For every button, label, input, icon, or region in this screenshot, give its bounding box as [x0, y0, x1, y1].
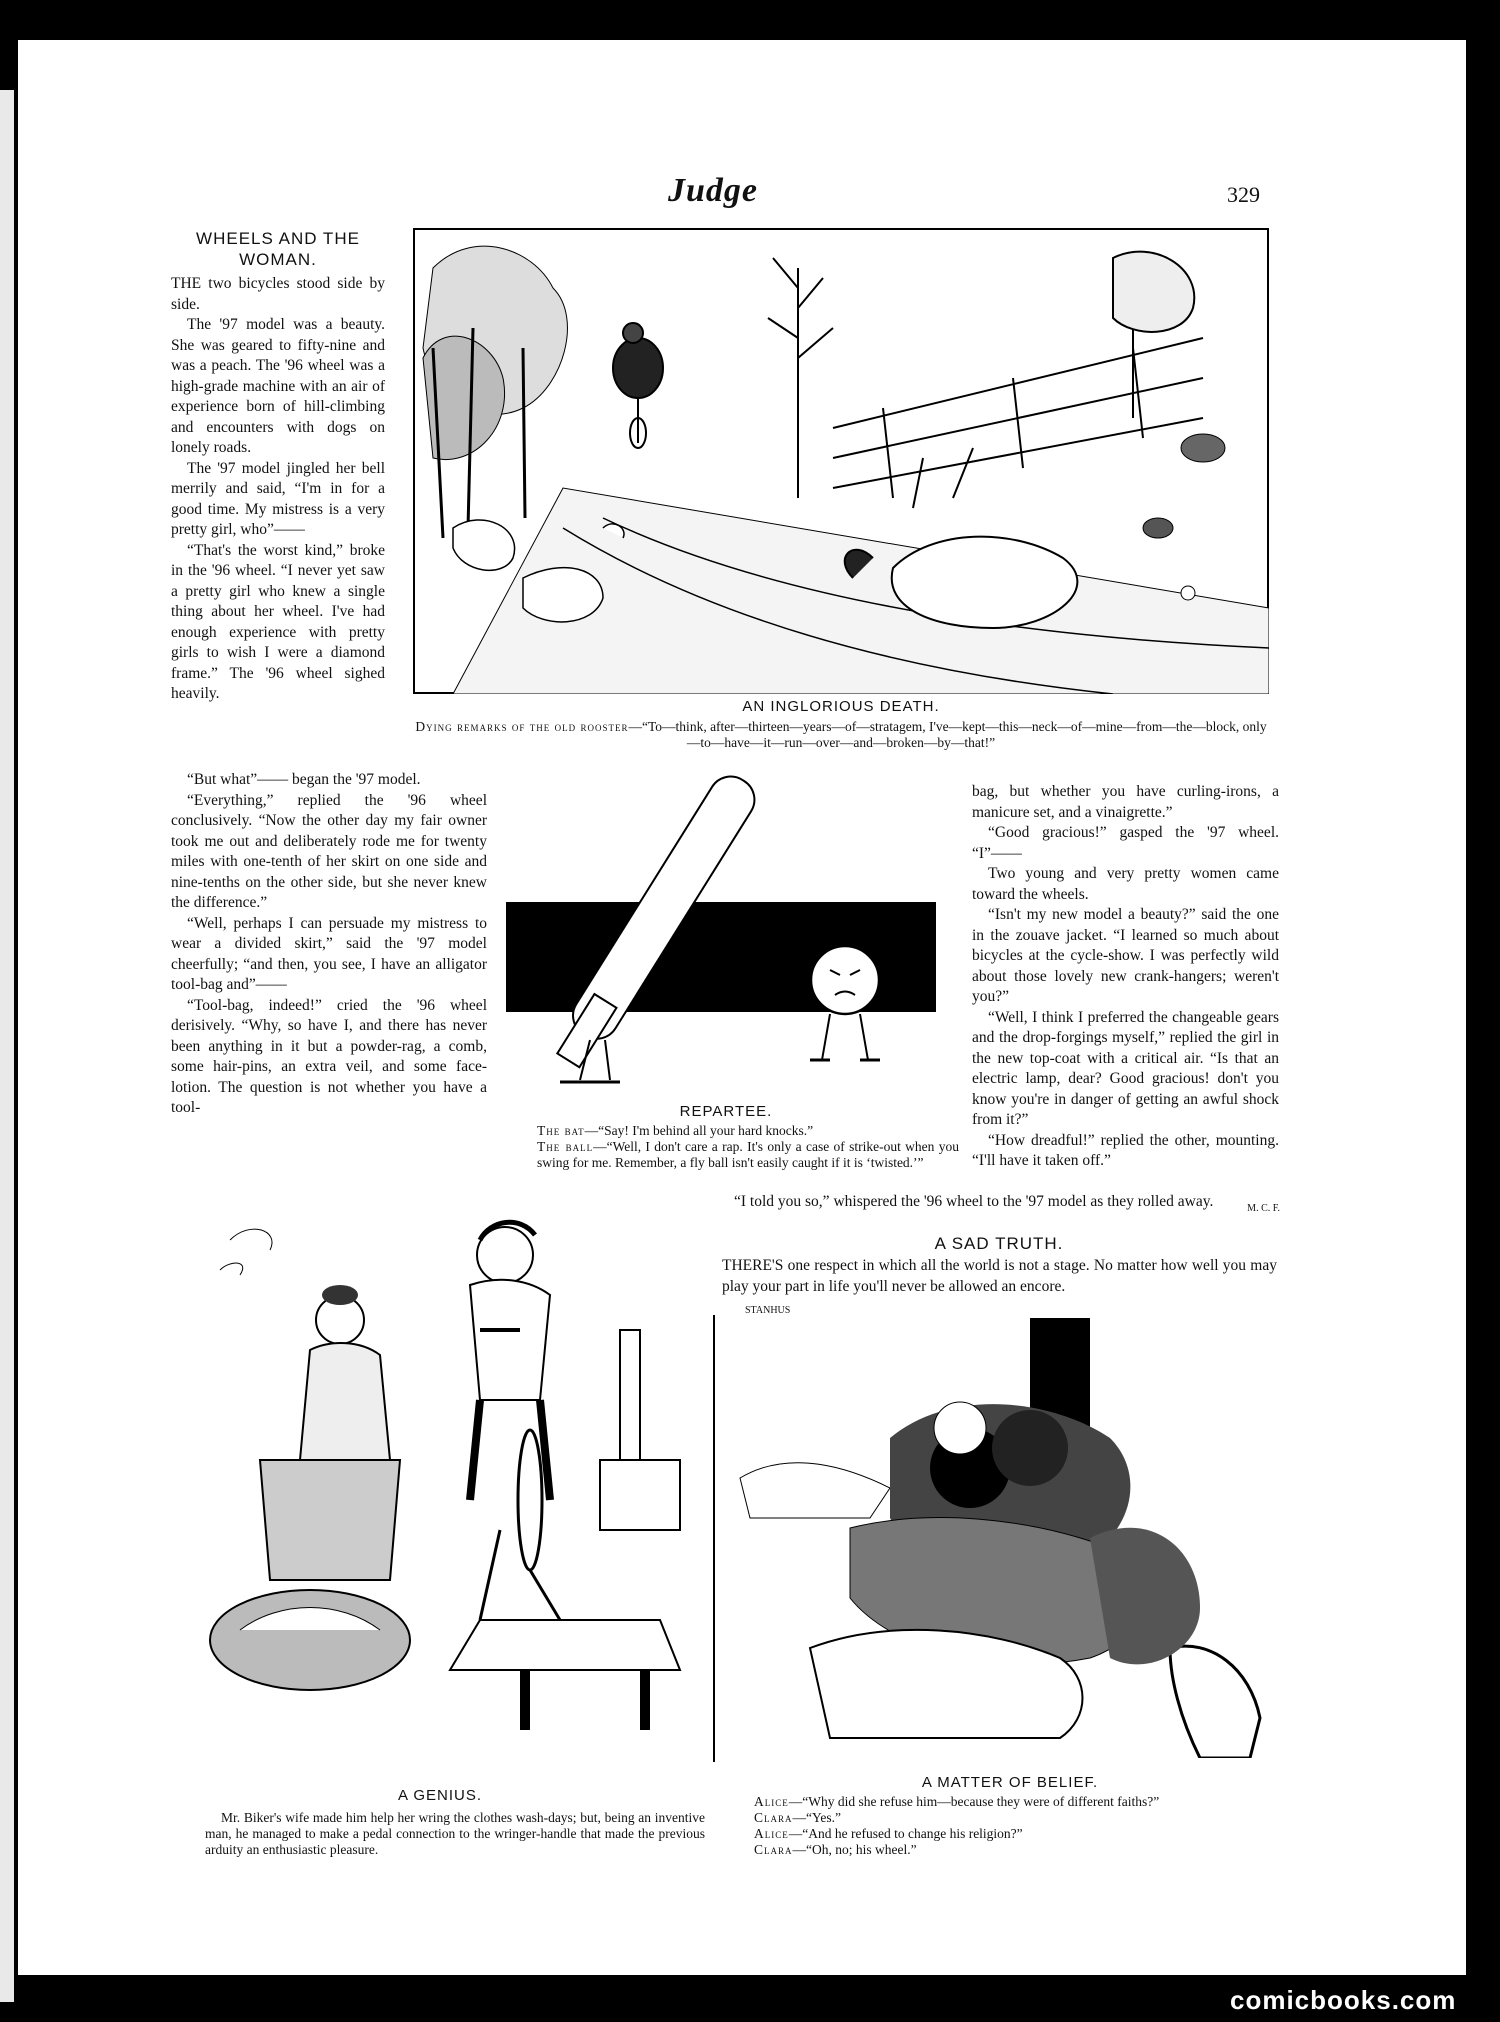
genius-caption: Mr. Biker's wife made him help her wring the clothes wash-days; but, being an inventive man, he managed to make a pedal connection to the wringer-handle that made the previous arduity an enthusiastic pleasure.: [205, 1810, 705, 1857]
story-paragraph: “Isn't my new model a beauty?” said the one in the zouave jacket. “I learned so much about bicycles at the cycle-show. I was perfectly wild about those lovely new crank-hangers; weren't you?”: [972, 906, 1279, 1005]
story-paragraph: “But what”—— began the '97 model.: [187, 771, 421, 788]
story-paragraph: “Tool-bag, indeed!” cried the '96 wheel derisively. “Why, so have I, and there has never been anything in it but a powder-rag, a comb, some hair-pins, an extra veil, and some face-lotion. The question is not whether you have a tool-: [171, 996, 487, 1116]
repartee-text-ball: —“Well, I don't care a rap. It's only a case of strike-out when you swing for me. Remember, a fly ball isn't easily caught if it is ‘twisted.’”: [537, 1139, 959, 1170]
story-paragraph: “Well, perhaps I can persuade my mistress to wear a divided skirt,” said the '97 model cheerfully; “and then, you see, I have an alligator tool-bag and”——: [171, 914, 487, 993]
story-paragraph: The '97 model jingled her bell merrily and said, “I'm in for a good time. My mistress is a very pretty girl, who”——: [171, 459, 385, 538]
belief-speaker: Alice: [754, 1826, 789, 1841]
story-paragraph: The '97 model was a beauty. She was geared to fifty-nine and was a peach. The '96 wheel was a high-grade machine with an air of experience born of hill-climbing and encounters with dogs on lonely roads.: [171, 316, 385, 456]
wheels-story-col1-cont: [171, 770, 487, 1119]
belief-caption: [754, 1794, 1274, 1858]
belief-title: A MATTER OF BELIEF.: [921, 1774, 1099, 1791]
genius-illustration: [200, 1200, 705, 1780]
belief-line: [754, 1810, 1274, 1826]
repartee-caption: [537, 1123, 959, 1171]
matter-of-belief-illustration: [730, 1318, 1290, 1758]
repartee-line-ball: [537, 1139, 959, 1171]
story-paragraph: bag, but whether you have curling-irons, a manicure set, and a vinaigrette.”: [972, 783, 1279, 821]
story-closing-line: “I told you so,” whispered the '96 wheel to the '97 model as they rolled away.: [734, 1193, 1214, 1210]
belief-line: [754, 1794, 1274, 1810]
comicbooks-watermark: comicbooks.com: [1230, 1985, 1457, 2015]
inglorious-title: AN INGLORIOUS DEATH.: [742, 698, 940, 715]
genius-title: A GENIUS.: [397, 1787, 483, 1804]
repartee-line-bat: [537, 1123, 959, 1139]
repartee-speaker-ball: The ball: [537, 1139, 594, 1154]
wheels-story-closing: [718, 1192, 1280, 1219]
belief-line: [754, 1826, 1274, 1842]
belief-speaker: Clara: [754, 1810, 793, 1825]
belief-text: —“Oh, no; his wheel.”: [792, 1842, 917, 1857]
page-number: 329: [1227, 182, 1260, 207]
sad-truth-text: THERE'S one respect in which all the world is not a stage. No matter how well you may play your part in life you'll never be allowed an encore.: [722, 1257, 1277, 1295]
story-paragraph: “Everything,” replied the '96 wheel conclusively. “Now the other day my fair owner took me out and deliberately rode me for twenty miles with one-tenth of her skirt on one side and nine-tenths on the other side, but she never knew the difference.”: [171, 791, 487, 911]
wheels-title: WHEELS AND THE WOMAN.: [196, 229, 360, 269]
inglorious-death-illustration: [413, 228, 1269, 694]
inglorious-caption: [410, 719, 1272, 751]
story-paragraph: “Good gracious!” gasped the '97 wheel. “I”——: [972, 824, 1279, 862]
belief-speaker: Alice: [754, 1794, 789, 1809]
sad-truth-title: A SAD TRUTH.: [934, 1234, 1064, 1253]
repartee-illustration: [500, 760, 950, 1105]
sad-truth-artist: STANHUS: [745, 1305, 791, 1316]
belief-line: [754, 1842, 1274, 1858]
story-paragraph: THE two bicycles stood side by side.: [171, 275, 385, 313]
wheels-story-col2: [972, 782, 1279, 1172]
story-paragraph: “That's the worst kind,” broke in the '96 wheel. “I never yet saw a pretty girl who knew a single thing about her wheel. I've had enough experience with pretty girls to wish I were a diamond frame.” The '96 wheel sighed heavily.: [171, 541, 385, 702]
repartee-text-bat: —“Say! I'm behind all your hard knocks.”: [584, 1123, 814, 1138]
repartee-speaker-bat: The bat: [537, 1123, 585, 1138]
inglorious-text: —“To—think, after—thirteen—years—of—stratagem, I've—kept—this—neck—of—mine—from—the—block, only—to—have—it—run—over—and—broken—by—that!”: [628, 719, 1267, 750]
story-paragraph: Two young and very pretty women came toward the wheels.: [972, 865, 1279, 903]
belief-text: —“And he refused to change his religion?”: [788, 1826, 1023, 1841]
masthead-judge: Judge: [668, 172, 758, 209]
column-divider: [713, 1315, 715, 1762]
repartee-title: REPARTEE.: [679, 1103, 773, 1120]
facing-page-edge: [0, 90, 14, 2002]
belief-speaker: Clara: [754, 1842, 793, 1857]
story-signature: M. C. F.: [1247, 1202, 1280, 1214]
belief-text: —“Why did she refuse him—because they were of different faiths?”: [788, 1794, 1160, 1809]
belief-text: —“Yes.”: [792, 1810, 842, 1825]
inglorious-speaker: Dying remarks of the old rooster: [415, 719, 629, 734]
story-paragraph: “How dreadful!” replied the other, mounting. “I'll have it taken off.”: [972, 1131, 1279, 1169]
story-paragraph: “Well, I think I preferred the changeable gears and the drop-forgings myself,” replied the girl in the new top-coat with a critical air. “Is that an electric lamp, dear? Good gracious! don't you know you're in danger of getting an awful shock from it?”: [972, 1008, 1279, 1128]
wheels-story-col1: [171, 228, 385, 705]
